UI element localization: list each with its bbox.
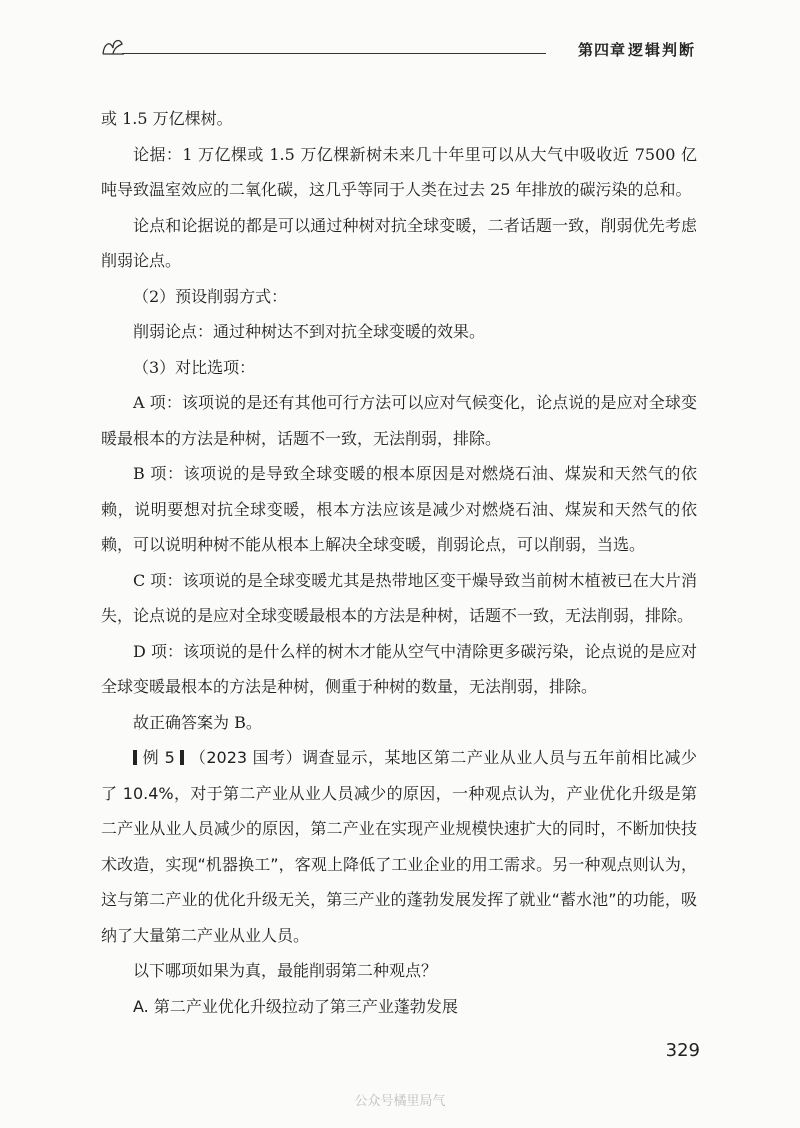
bracket-mark-left xyxy=(133,750,137,765)
chapter-label: 第四章 xyxy=(577,41,626,59)
paragraph: （2）预设削弱方式： xyxy=(133,286,288,306)
option-a: A. 第二产业优化升级拉动了第三产业蓬勃发展 xyxy=(133,996,458,1016)
bracket-mark-right xyxy=(180,750,184,765)
chapter-topic: 逻辑判断 xyxy=(627,41,696,59)
paragraph: D 项：该项说的是什么样的树木才能从空气中清除更多碳污染，论点说的是应对全球变暖最根本的方法是种树，侧重于种树的数量，无法削弱，排除。 xyxy=(101,641,697,696)
paragraph: （3）对比选项： xyxy=(133,357,256,377)
page-number: 329 xyxy=(665,1040,700,1061)
paragraph: 论据：1 万亿棵或 1.5 万亿棵新树未来几十年里可以从大气中吸收近 7500 亿吨导致温室效应的二氧化碳，这几乎等同于人类在过去 25 年排放的碳污染的总和。 xyxy=(101,144,697,199)
watermark: 公众号橘里局气 xyxy=(354,1094,446,1109)
paragraph: A 项：该项说的是还有其他可行方法可以应对气候变化，论点说的是应对全球变暖最根本的方法是种树，话题不一致，无法削弱，排除。 xyxy=(101,393,697,448)
leaf-icon xyxy=(100,34,126,60)
paragraph: 削弱论点：通过种树达不到对抗全球变暖的效果。 xyxy=(133,322,486,341)
page-header xyxy=(100,34,696,64)
example-label: 例 5 xyxy=(142,748,175,767)
paragraph: 或 1.5 万亿棵树。 xyxy=(101,109,233,128)
header-rule xyxy=(122,53,546,54)
paragraph: 故正确答案为 B。 xyxy=(133,712,262,732)
paragraph: C 项：该项说的是全球变暖尤其是热带地区变干燥导致当前树木植被已在大片消失，论点说的是应对全球变暖最根本的方法是种树，话题不一致，无法削弱，排除。 xyxy=(101,570,697,625)
example-paragraph xyxy=(101,740,697,953)
paragraph: B 项：该项说的是导致全球变暖的根本原因是对燃烧石油、煤炭和天然气的依赖，说明要想对抗全球变暖，根本方法应该是减少对燃烧石油、煤炭和天然气的依赖，可以说明种树不能从根本上解决全球变暖，削弱论点，可以削弱，当选。 xyxy=(101,464,697,554)
example-text: （2023 国考）调查显示，某地区第二产业从业人员与五年前相比减少了 10.4%，对于第二产业从业人员减少的原因，一种观点认为，产业优化升级是第二产业从业人员减少的原因，第二产业在实现产业规模快速扩大的同时，不断加快技术改造，实现“机器换工”，客观上降低了工业企业的用工需求。另一种观点则认为，这与第二产业的优化升级无关，第三产业的蓬勃发展发挥了就业“蓄水池”的功能，吸纳了大量第二产业从业人员。 xyxy=(101,748,697,945)
paragraph: 论点和论据说的都是可以通过种树对抗全球变暖，二者话题一致，削弱优先考虑削弱论点。 xyxy=(101,215,697,270)
page-body xyxy=(101,101,697,1024)
question-text: 以下哪项如果为真，最能削弱第二种观点？ xyxy=(133,961,438,980)
